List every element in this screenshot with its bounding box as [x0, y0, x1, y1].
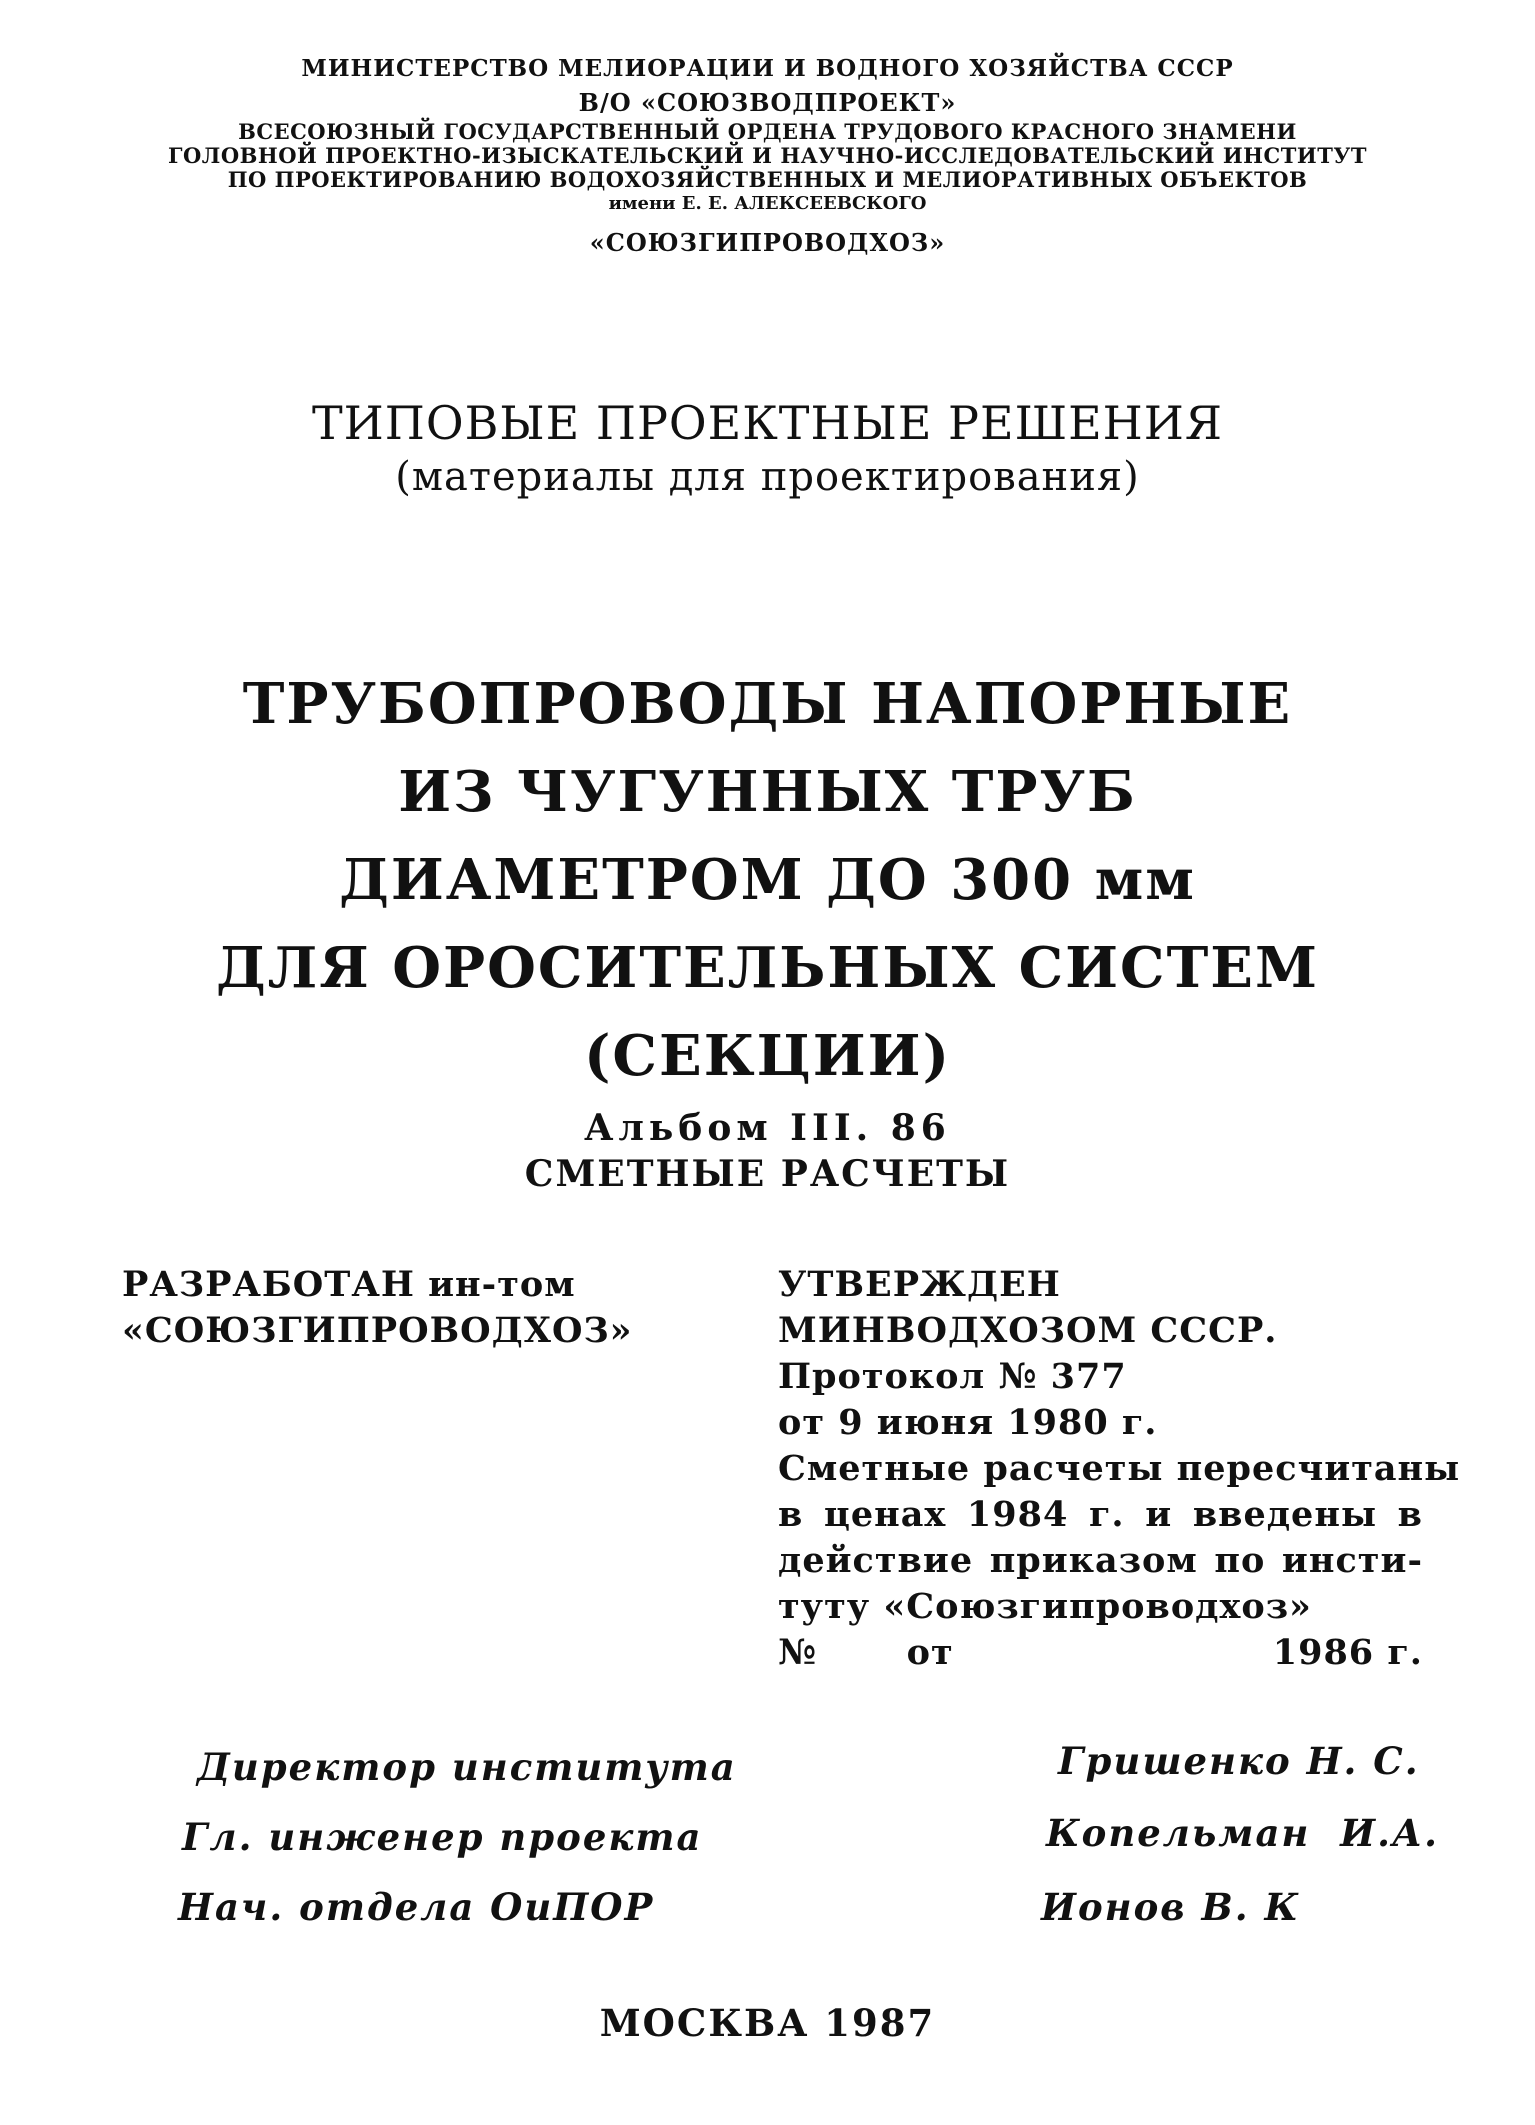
approved-note-line: действие приказом по инсти-: [778, 1540, 1423, 1581]
signature-row: [0, 1811, 1535, 1885]
signature-name: Копельман И.А.: [1046, 1811, 1440, 1855]
order-number-row: [778, 1630, 1423, 1676]
series-title: ТИПОВЫЕ ПРОЕКТНЫЕ РЕШЕНИЯ: [311, 396, 1224, 450]
approved-note-line: в ценах 1984 г. и введены в: [778, 1494, 1423, 1535]
main-title-line: ИЗ ЧУГУННЫХ ТРУБ: [398, 759, 1137, 825]
developed-by: [122, 1262, 633, 1354]
institute-named-after: имени Е. Е. АЛЕКСЕЕВСКОГО: [608, 193, 927, 214]
main-title-line: (СЕКЦИИ): [583, 1023, 952, 1089]
institute-line: ВСЕСОЮЗНЫЙ ГОСУДАРСТВЕННЫЙ ОРДЕНА ТРУДОВОГО КРАСНОГО ЗНАМЕНИ: [238, 119, 1297, 144]
developed-line: РАЗРАБОТАН ин-том: [122, 1264, 576, 1305]
series-subtitle: (материалы для проектирования): [395, 454, 1140, 500]
order-date-from: от: [906, 1632, 954, 1673]
signature-name: Гришенко Н. С.: [1058, 1739, 1420, 1783]
main-title-line: ТРУБОПРОВОДЫ НАПОРНЫЕ: [242, 671, 1293, 737]
approved-by: [778, 1262, 1461, 1676]
organization-name: «СОЮЗГИПРОВОДХОЗ»: [589, 228, 946, 257]
signature-title: Гл. инженер проекта: [182, 1815, 703, 1859]
main-title-line: ДЛЯ ОРОСИТЕЛЬНЫХ СИСТЕМ: [216, 935, 1319, 1001]
signature-title: Нач. отдела ОиПОР: [178, 1885, 655, 1929]
city-year: МОСКВА 1987: [599, 2001, 936, 2045]
approved-note-line: туту «Союзгипроводхоз»: [778, 1586, 1312, 1627]
main-title: [0, 660, 1535, 1100]
main-title-line: ДИАМЕТРОМ ДО 300 мм: [339, 847, 1196, 913]
document-header: [0, 52, 1535, 262]
order-year: 1986 г.: [1272, 1632, 1423, 1673]
institute-line: ГОЛОВНОЙ ПРОЕКТНО-ИЗЫСКАТЕЛЬСКИЙ И НАУЧНО-ИССЛЕДОВАТЕЛЬСКИЙ ИНСТИТУТ: [167, 143, 1367, 168]
album-block: [0, 1105, 1535, 1197]
association-name: В/О «СОЮЗВОДПРОЕКТ»: [578, 88, 957, 117]
developed-organization: «СОЮЗГИПРОВОДХОЗ»: [122, 1310, 633, 1351]
signature-row: [0, 1739, 1535, 1815]
signature-name: Ионов В. К: [1041, 1885, 1301, 1929]
album-subject: СМЕТНЫЕ РАСЧЕТЫ: [524, 1153, 1011, 1195]
institute-line: ПО ПРОЕКТИРОВАНИЮ ВОДОХОЗЯЙСТВЕННЫХ И МЕЛИОРАТИВНЫХ ОБЪЕКТОВ: [227, 167, 1308, 192]
series-block: [0, 395, 1535, 503]
order-number-sign: №: [778, 1632, 818, 1673]
album-label: Альбом III. 86: [584, 1107, 951, 1149]
protocol-number: Протокол № 377: [778, 1356, 1127, 1397]
approved-line: УТВЕРЖДЕН: [778, 1264, 1061, 1305]
approved-note-line: Сметные расчеты пересчитаны: [778, 1448, 1461, 1489]
ministry-name: МИНИСТЕРСТВО МЕЛИОРАЦИИ И ВОДНОГО ХОЗЯЙСТВА СССР: [301, 55, 1234, 82]
signature-title: Директор института: [197, 1745, 737, 1789]
protocol-date: от 9 июня 1980 г.: [778, 1402, 1158, 1443]
approved-line: МИНВОДХОЗОМ СССР.: [778, 1310, 1278, 1351]
order-date-blank: [1043, 1630, 1183, 1676]
signature-row: [0, 1885, 1535, 1955]
